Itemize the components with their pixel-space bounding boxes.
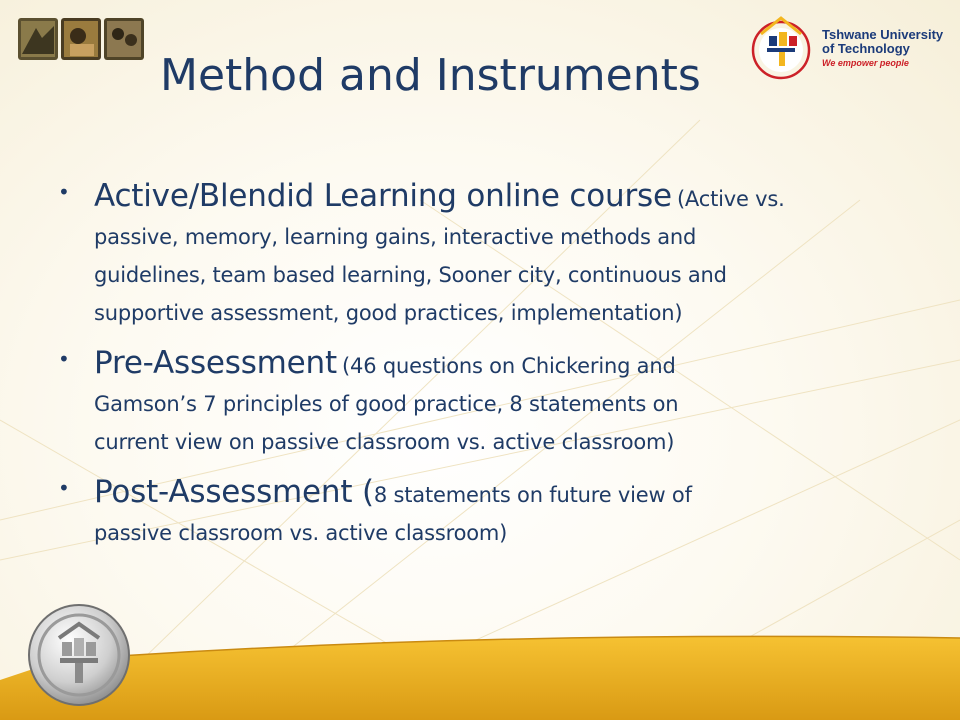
tut-emblem-icon (748, 14, 814, 80)
university-name-line2: of Technology (822, 41, 910, 56)
bullet-item (58, 343, 908, 461)
bullet-heading: Post-Assessment ( (94, 474, 374, 510)
university-tagline: We empower people (822, 58, 909, 68)
bullet-detail: passive, memory, learning gains, interactive methods and (94, 225, 697, 249)
bullet-detail: (Active vs. (676, 187, 785, 211)
bullet-item (58, 176, 908, 332)
page-title: Method and Instruments (160, 50, 701, 101)
bullet-detail: passive classroom vs. active classroom) (94, 521, 508, 545)
bullet-item (58, 472, 908, 552)
bullet-heading: Active/Blendid Learning online course (94, 178, 672, 214)
bullet-dot-icon: • (58, 180, 70, 204)
university-logo (748, 14, 948, 84)
photo-strip-icon (18, 18, 144, 60)
bullet-dot-icon: • (58, 476, 70, 500)
bullet-heading: Pre-Assessment (94, 345, 337, 381)
tut-seal-icon (24, 600, 134, 710)
bullet-detail: guidelines, team based learning, Sooner city, continuous and (94, 263, 727, 287)
footer-band (0, 620, 960, 720)
logo-text (822, 28, 943, 69)
bullet-detail: current view on passive classroom vs. active classroom) (94, 430, 675, 454)
bullet-detail: supportive assessment, good practices, implementation) (94, 301, 683, 325)
bullet-detail: Gamson’s 7 principles of good practice, 8 statements on (94, 392, 679, 416)
bullet-detail: 8 statements on future view of (373, 483, 692, 507)
university-name-line1: Tshwane University (822, 27, 944, 42)
bullet-list (58, 176, 908, 563)
bullet-dot-icon: • (58, 347, 70, 371)
bullet-detail: (46 questions on Chickering and (342, 354, 676, 378)
